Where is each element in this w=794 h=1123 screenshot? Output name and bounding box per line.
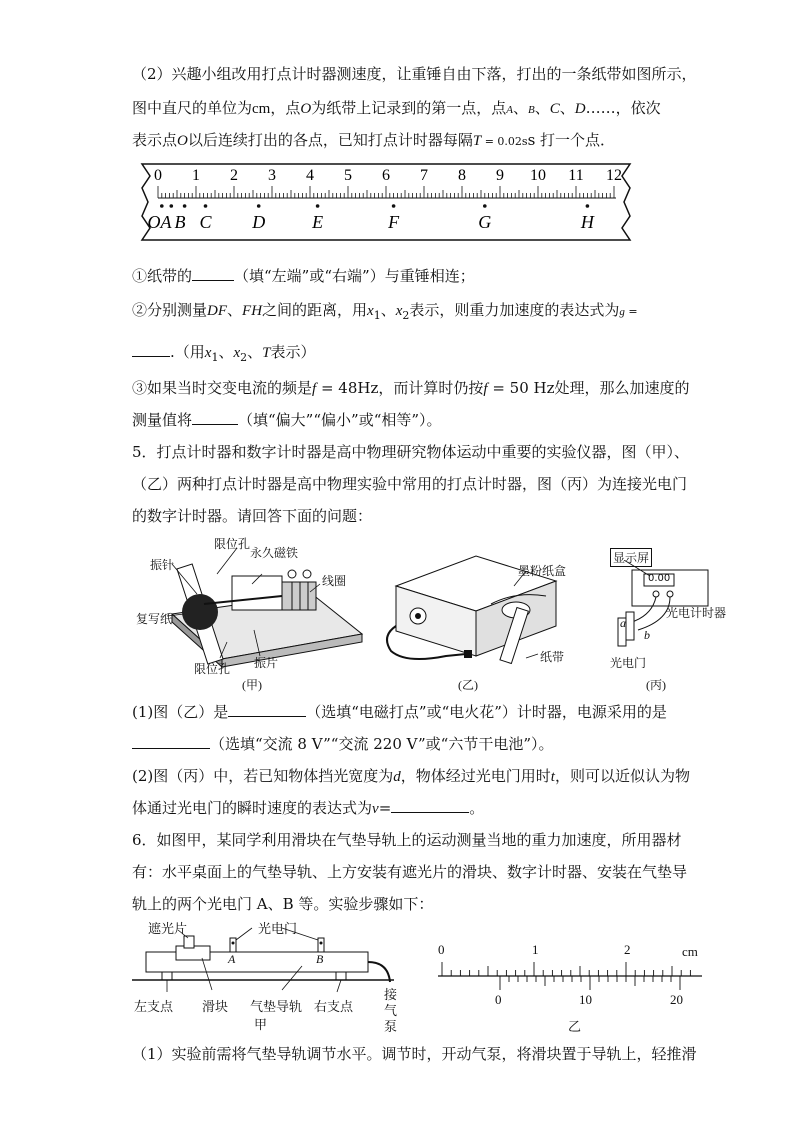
- text: 的数字计时器。请回答下面的问题：: [132, 507, 373, 525]
- vernier-main-2: 2: [624, 942, 631, 957]
- ruler-ticks: [158, 186, 614, 198]
- ruler-label: 2: [230, 167, 238, 184]
- text: 之间的距离，用: [262, 301, 368, 319]
- x1-sub: 1: [211, 351, 219, 364]
- tape-label-B: B: [174, 212, 186, 232]
- tape-point-labels: [148, 212, 595, 232]
- text: =: [378, 799, 392, 817]
- q5-l2: [132, 474, 687, 494]
- x2: x: [395, 303, 403, 319]
- sep: 、: [247, 343, 263, 361]
- fig6-jia-caption: 甲: [254, 1017, 268, 1032]
- text: （乙）两种打点计时器是高中物理实验中常用的打点计时器，图（丙）为连接光电门: [132, 475, 688, 493]
- vernier-unit: cm: [682, 944, 698, 959]
- vernier-main-0: 0: [438, 942, 445, 957]
- label-pump-1: 接: [384, 988, 398, 1003]
- vernier-caliper-figure: [432, 942, 712, 1022]
- text: 表示点: [132, 131, 178, 149]
- tape-label-C: C: [199, 212, 212, 232]
- x1-sub: 1: [373, 309, 381, 322]
- label-vibrating-plate: 振片: [254, 656, 279, 670]
- text: 体通过光电门的瞬时速度的表达式为: [132, 799, 373, 817]
- tape-dots: [160, 204, 589, 208]
- q6-l2: [132, 862, 687, 882]
- tape-label-F: F: [388, 212, 400, 232]
- vernier-v-20: 20: [670, 992, 683, 1007]
- paper-tape-ruler-figure: [136, 160, 636, 244]
- text: ，物体经过光电门用时: [400, 767, 551, 785]
- text: ，而计算时仍按: [378, 379, 484, 397]
- text: 。: [469, 799, 485, 817]
- f-value: = 50 Hz: [487, 379, 555, 397]
- sep: 、: [227, 301, 243, 319]
- label-photogate: 光电门: [610, 656, 647, 670]
- main-scale-ticks: [442, 962, 690, 976]
- label-photoelectric-timer: 光电计时器: [666, 606, 727, 620]
- label-a: a: [620, 616, 626, 630]
- ruler-label: 5: [344, 167, 352, 184]
- gate-A: [230, 938, 236, 952]
- g-eq: =: [624, 305, 638, 318]
- q5-l3: [132, 506, 372, 526]
- q5-a1: [132, 702, 667, 722]
- gate-right: [626, 612, 634, 640]
- carbon-disc: [182, 594, 218, 630]
- label-ink-box: 墨粉纸盒: [518, 564, 567, 578]
- point-C: C: [549, 101, 560, 117]
- text: ②分别测量: [132, 301, 208, 319]
- label-slider: 滑块: [202, 1000, 229, 1015]
- ruler-label: 10: [530, 167, 546, 184]
- v-symbol: v: [372, 801, 379, 817]
- label-air-track: 气垫导轨: [250, 1000, 303, 1015]
- tape-dot-C: [204, 204, 208, 208]
- text: （填“左端”或“右端”）与重锤相连；: [234, 267, 475, 285]
- f-symbol: f: [483, 381, 488, 397]
- x1: x: [367, 303, 374, 319]
- answer-blank[interactable]: [132, 342, 170, 357]
- T: T: [262, 345, 271, 361]
- point-O: O: [300, 101, 312, 117]
- label-pump-3: 泵: [384, 1020, 398, 1035]
- vernier-scale-ticks: [500, 976, 680, 990]
- q5-a2b: [132, 798, 484, 819]
- label-limit-hole-top: 限位孔: [214, 537, 251, 551]
- tape-dot-E: [316, 204, 320, 208]
- f-value: = 48Hz: [316, 379, 379, 397]
- tape-dot-D: [257, 204, 261, 208]
- tape-dot-F: [392, 204, 396, 208]
- vernier-main-1: 1: [532, 942, 539, 957]
- vernier-v-10: 10: [579, 992, 592, 1007]
- text: (1)图（乙）是: [132, 703, 229, 721]
- x1: x: [204, 345, 212, 361]
- text: （选填“交流 8 V”“交流 220 V”或“六节干电池”）。: [210, 735, 554, 753]
- text: .（用: [170, 343, 205, 361]
- ruler-label: 0: [154, 167, 162, 184]
- tape-dot-A: [170, 204, 174, 208]
- label-needle: 振针: [150, 558, 175, 572]
- tape-label-G: G: [478, 212, 492, 232]
- ruler-label: 12: [606, 167, 622, 184]
- sep: 、: [380, 301, 396, 319]
- tape-dot-H: [586, 204, 590, 208]
- q5-a2: [132, 766, 690, 787]
- q4-s2b: [132, 342, 316, 368]
- left-support: [162, 972, 172, 980]
- text: 图中直尺的单位为: [132, 99, 253, 117]
- text: 6．如图甲，某同学利用滑块在气垫导轨上的运动测量当地的重力加速度，所用器材: [132, 831, 682, 849]
- point-D: D: [574, 101, 586, 117]
- q6-s1: [132, 1044, 697, 1064]
- text: ①纸带的: [132, 267, 193, 285]
- q4-p2-line1: [132, 64, 697, 84]
- text: 测量值将: [132, 411, 193, 429]
- air-hose: [368, 962, 390, 982]
- q4-s1: [132, 266, 475, 286]
- tape-label-E: E: [312, 212, 324, 232]
- text: 5．打点计时器和数字计时器是高中物理研究物体运动中重要的实验仪器，图（甲）、: [132, 443, 690, 461]
- text: (2)图（丙）中，若已知物体挡光宽度为: [132, 767, 394, 785]
- answer-blank[interactable]: [132, 734, 210, 749]
- label-photogates: 光电门: [258, 922, 298, 937]
- text: s 打一个点．: [527, 131, 616, 149]
- text: 以后连续打出的各点，已知打点计时器每隔: [187, 131, 473, 149]
- label-pump-2: 气: [384, 1004, 398, 1019]
- label-right-support: 右支点: [314, 1000, 354, 1015]
- q6-l3: [132, 894, 433, 914]
- fig-yi-caption: (乙): [458, 678, 478, 692]
- point-O: O: [177, 133, 188, 149]
- point-A: A: [506, 104, 513, 116]
- ruler-label: 4: [306, 167, 314, 184]
- right-support: [336, 972, 346, 980]
- q5-l1: [132, 442, 689, 462]
- tape-label-H: H: [580, 212, 594, 232]
- ruler-label: 11: [568, 167, 584, 184]
- label-limit-hole-bottom: 限位孔: [194, 662, 231, 676]
- point-B: B: [527, 104, 535, 116]
- answer-blank[interactable]: [192, 410, 238, 425]
- text: 为纸带上记录到的第一点，点: [311, 99, 507, 117]
- DF: DF: [207, 303, 228, 319]
- text: ……，依次: [585, 99, 661, 117]
- label-coil: 线圈: [322, 574, 347, 588]
- text: 表示，则重力加速度的表达式为: [409, 301, 620, 319]
- tape-dot-B: [183, 204, 187, 208]
- q4-p2-line2: [132, 98, 661, 120]
- tape-label-O: O: [147, 212, 161, 232]
- answer-blank[interactable]: [228, 702, 306, 717]
- FH: FH: [242, 303, 263, 319]
- magnet: [232, 576, 282, 610]
- ruler-label: 7: [420, 167, 428, 184]
- text: ③如果当时交变电流的频是: [132, 379, 313, 397]
- q4-s3: [132, 378, 690, 399]
- fig6-yi-caption: 乙: [568, 1019, 582, 1034]
- ruler-labels: [154, 167, 622, 184]
- sep: 、: [218, 343, 234, 361]
- display-reading: 0.00: [648, 573, 671, 584]
- label-gate-A: A: [228, 952, 236, 966]
- text: 处理，那么加速度的: [554, 379, 690, 397]
- q5-a1b: [132, 734, 554, 754]
- label-shade-plate: 遮光片: [148, 922, 188, 937]
- text: 有：水平桌面上的气垫导轨、上方安装有遮光片的滑块、数字计时器、安装在气垫导: [132, 863, 688, 881]
- vernier-v-0: 0: [495, 992, 502, 1007]
- q4-p2-text-a: （2）兴趣小组改用打点计时器测速度，让重锤自由下落，打出的一条纸带如图所示，: [132, 65, 697, 83]
- text: ，则可以近似认为物: [554, 767, 690, 785]
- answer-blank[interactable]: [192, 266, 234, 281]
- text: 表示）: [270, 343, 316, 361]
- fig-bing-caption: (丙): [646, 678, 666, 692]
- unit-cm: cm: [252, 101, 271, 117]
- ruler-label: 3: [268, 167, 276, 184]
- q4-s2: [132, 300, 638, 326]
- answer-blank[interactable]: [391, 798, 469, 813]
- ruler-label: 1: [192, 167, 200, 184]
- q6-l1: [132, 830, 682, 850]
- shade-plate: [184, 936, 194, 948]
- g-symbol: g: [619, 306, 625, 318]
- label-carbon-paper: 复写纸: [136, 612, 173, 626]
- coil: [282, 582, 316, 610]
- text: （填“偏大”“偏小”或“相等”）。: [238, 411, 442, 429]
- f-symbol: f: [312, 381, 317, 397]
- text: （选填“电磁打点”或“电火花”）计时器，电源采用的是: [306, 703, 667, 721]
- sep: 、: [559, 99, 575, 117]
- ruler-label: 9: [496, 167, 504, 184]
- tape-dot-G: [483, 204, 487, 208]
- t-symbol: t: [550, 769, 555, 785]
- q4-s3b: [132, 410, 442, 430]
- label-left-support: 左支点: [134, 1000, 174, 1015]
- d-symbol: d: [393, 769, 401, 785]
- sep: 、: [512, 99, 528, 117]
- ruler-label: 6: [382, 167, 390, 184]
- label-display-screen: 显示屏: [610, 548, 652, 567]
- label-magnet: 永久磁铁: [250, 546, 299, 560]
- T-value: = 0.02s: [481, 135, 528, 148]
- text: 轨上的两个光电门 A、B 等。实验步骤如下：: [132, 895, 434, 913]
- text: ，点: [270, 99, 301, 117]
- T-symbol: T: [472, 133, 482, 149]
- tape-label-D: D: [252, 212, 266, 232]
- ruler-label: 8: [458, 167, 466, 184]
- gate-B: [318, 938, 324, 952]
- fig-jia-caption: (甲): [242, 678, 262, 692]
- tape-label-A: A: [160, 212, 172, 232]
- label-b: b: [644, 628, 650, 642]
- x2-sub: 2: [240, 351, 248, 364]
- x2: x: [233, 345, 241, 361]
- sep: 、: [534, 99, 550, 117]
- tape-dot-O: [160, 204, 164, 208]
- q4-p2-line3: [132, 130, 615, 152]
- label-tape: 纸带: [540, 650, 565, 664]
- label-gate-B: B: [316, 952, 324, 966]
- text: （1）实验前需将气垫导轨调节水平。调节时，开动气泵，将滑块置于导轨上，轻推滑: [132, 1045, 697, 1063]
- x2-sub: 2: [402, 309, 410, 322]
